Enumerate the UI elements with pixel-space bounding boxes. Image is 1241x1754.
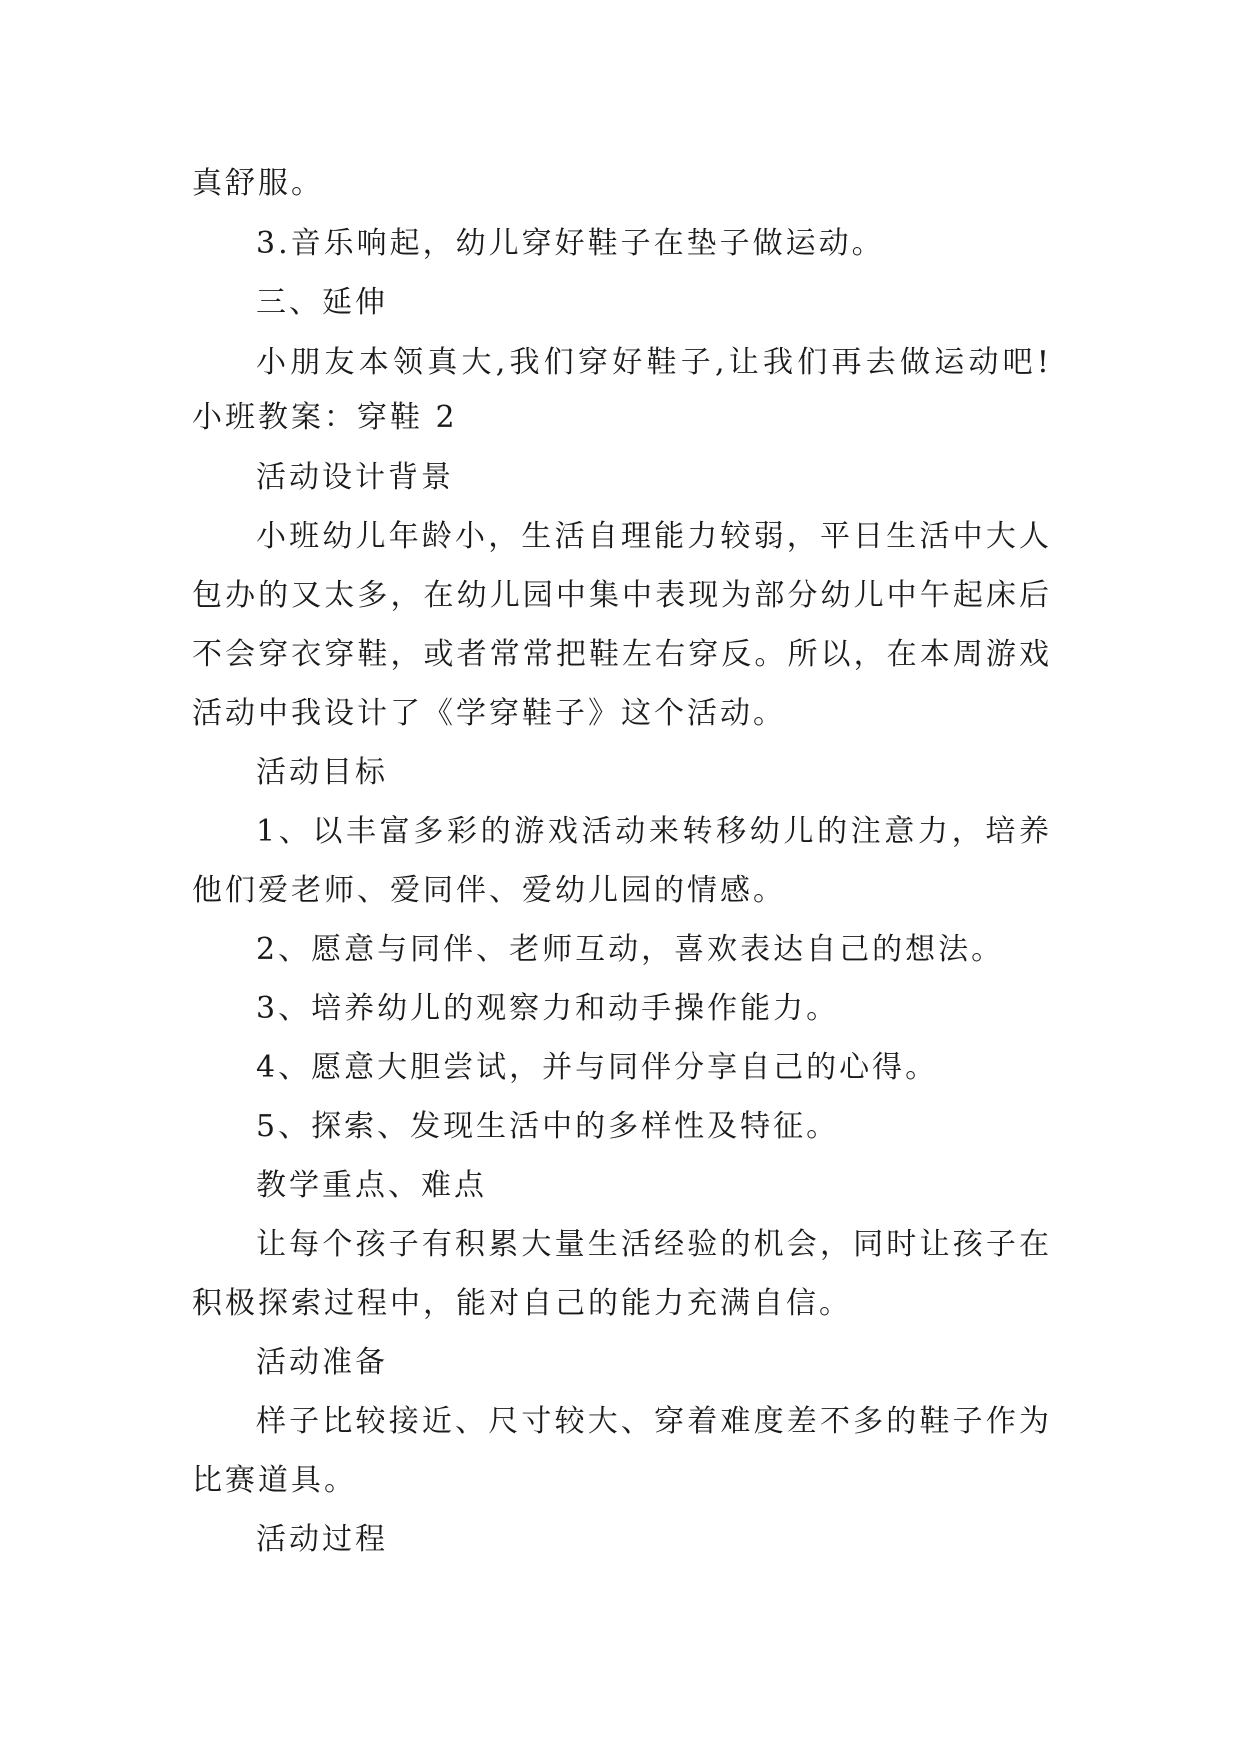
paragraph-line: 小朋友本领真大,我们穿好鞋子,让我们再去做运动吧! <box>256 345 1052 380</box>
paragraph-line: 4、愿意大胆尝试，并与同伴分享自己的心得。 <box>256 1050 939 1085</box>
paragraph-line: 活动中我设计了《学穿鞋子》这个活动。 <box>192 696 786 731</box>
paragraph-line: 3.音乐响起，幼儿穿好鞋子在垫子做运动。 <box>256 226 885 261</box>
paragraph-line: 5、探索、发现生活中的多样性及特征。 <box>256 1109 840 1144</box>
paragraph-line: 让每个孩子有积累大量生活经验的机会，同时让孩子在 <box>256 1227 1052 1262</box>
section-heading: 三、延伸 <box>256 285 388 320</box>
paragraph-line: 积极探索过程中，能对自己的能力充满自信。 <box>192 1286 852 1321</box>
paragraph-line: 样子比较接近、尺寸较大、穿着难度差不多的鞋子作为 <box>256 1404 1052 1439</box>
paragraph-line: 3、培养幼儿的观察力和动手操作能力。 <box>256 991 840 1026</box>
paragraph-line: 真舒服。 <box>192 166 324 201</box>
paragraph-line: 1、以丰富多彩的游戏活动来转移幼儿的注意力，培养 <box>256 814 1052 849</box>
paragraph-line: 小班幼儿年龄小，生活自理能力较弱，平日生活中大人 <box>256 519 1052 554</box>
paragraph-line: 2、愿意与同伴、老师互动，喜欢表达自己的想法。 <box>256 932 1005 967</box>
document-title: 小班教案：穿鞋 2 <box>192 400 458 435</box>
section-heading: 活动目标 <box>256 755 388 790</box>
section-heading: 活动设计背景 <box>256 460 454 495</box>
paragraph-line: 包办的又太多，在幼儿园中集中表现为部分幼儿中午起床后 <box>192 578 1052 613</box>
paragraph-line: 他们爱老师、爱同伴、爱幼儿园的情感。 <box>192 873 786 908</box>
paragraph-line: 比赛道具。 <box>192 1463 357 1498</box>
section-heading: 活动准备 <box>256 1345 388 1380</box>
section-heading: 活动过程 <box>256 1522 388 1557</box>
section-heading: 教学重点、难点 <box>256 1168 487 1203</box>
paragraph-line: 不会穿衣穿鞋，或者常常把鞋左右穿反。所以，在本周游戏 <box>192 637 1052 672</box>
